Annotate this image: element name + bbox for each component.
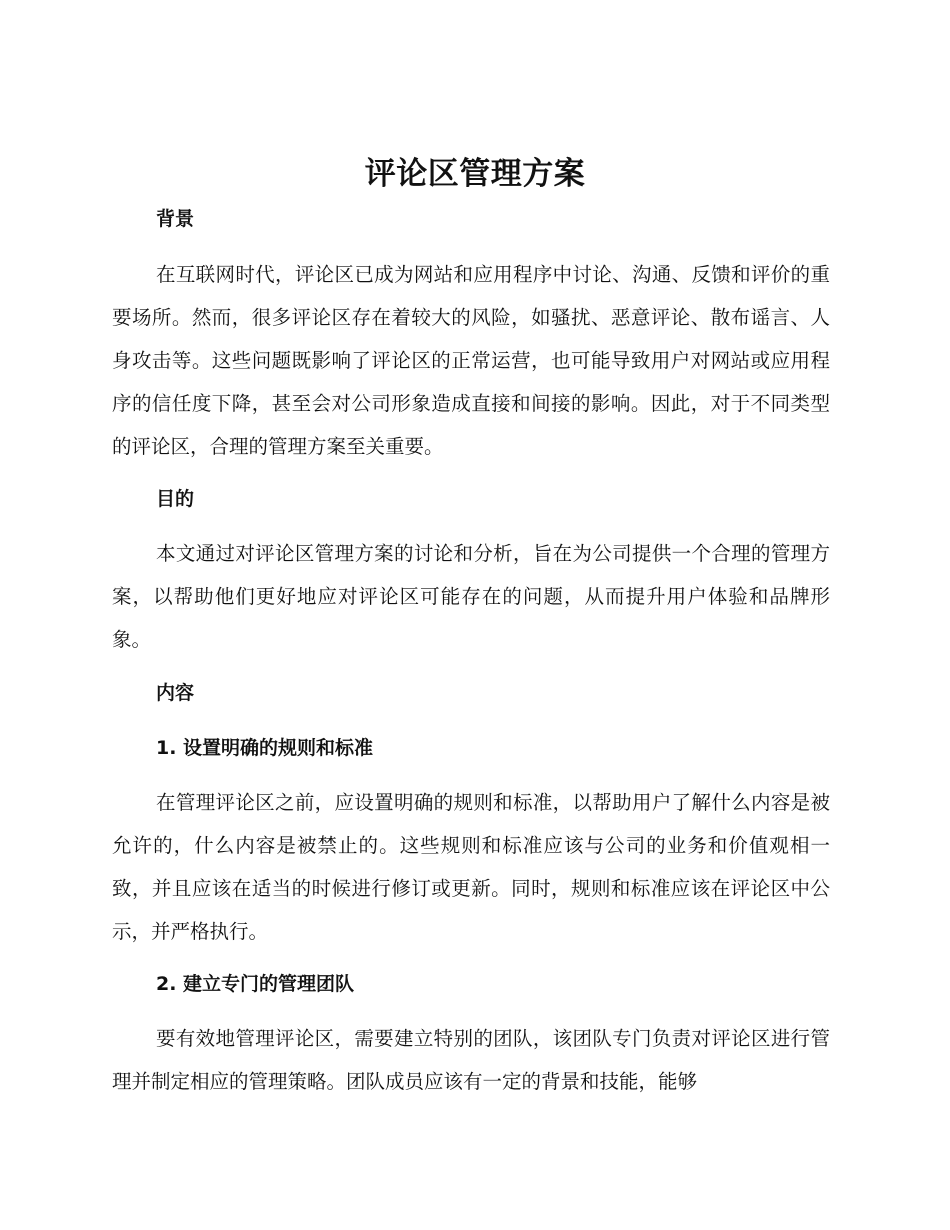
document-title: 评论区管理方案	[364, 156, 586, 192]
section-heading-content: 内容	[156, 682, 195, 704]
section-heading-background: 背景	[156, 208, 195, 230]
section-heading-purpose: 目的	[156, 488, 195, 510]
background-paragraph: 在互联网时代，评论区已成为网站和应用程序中讨论、沟通、反馈和评价的重要场所。然而，很多评论区存在着较大的风险，如骚扰、恶意评论、散布谣言、人身攻击等。这些问题既影响了评论区的正常运营，也可能导致用户对网站或应用程序的信任度下降，甚至会对公司形象造成直接和间接的影响。因此，对于不同类型的评论区，合理的管理方案至关重要。	[112, 263, 830, 458]
content-item-1-heading: 1. 设置明确的规则和标准	[156, 737, 374, 759]
content-item-2-heading: 2. 建立专门的管理团队	[156, 973, 355, 995]
content-item-2-paragraph: 要有效地管理评论区，需要建立特别的团队，该团队专门负责对评论区进行管理并制定相应的管理策略。团队成员应该有一定的背景和技能，能够	[112, 1027, 830, 1093]
purpose-paragraph: 本文通过对评论区管理方案的讨论和分析，旨在为公司提供一个合理的管理方案，以帮助他们更好地应对评论区可能存在的问题，从而提升用户体验和品牌形象。	[112, 542, 830, 651]
content-item-1-paragraph: 在管理评论区之前，应设置明确的规则和标准，以帮助用户了解什么内容是被允许的，什么内容是被禁止的。这些规则和标准应该与公司的业务和价值观相一致，并且应该在适当的时候进行修订或更新。同时，规则和标准应该在评论区中公示，并严格执行。	[112, 791, 830, 943]
